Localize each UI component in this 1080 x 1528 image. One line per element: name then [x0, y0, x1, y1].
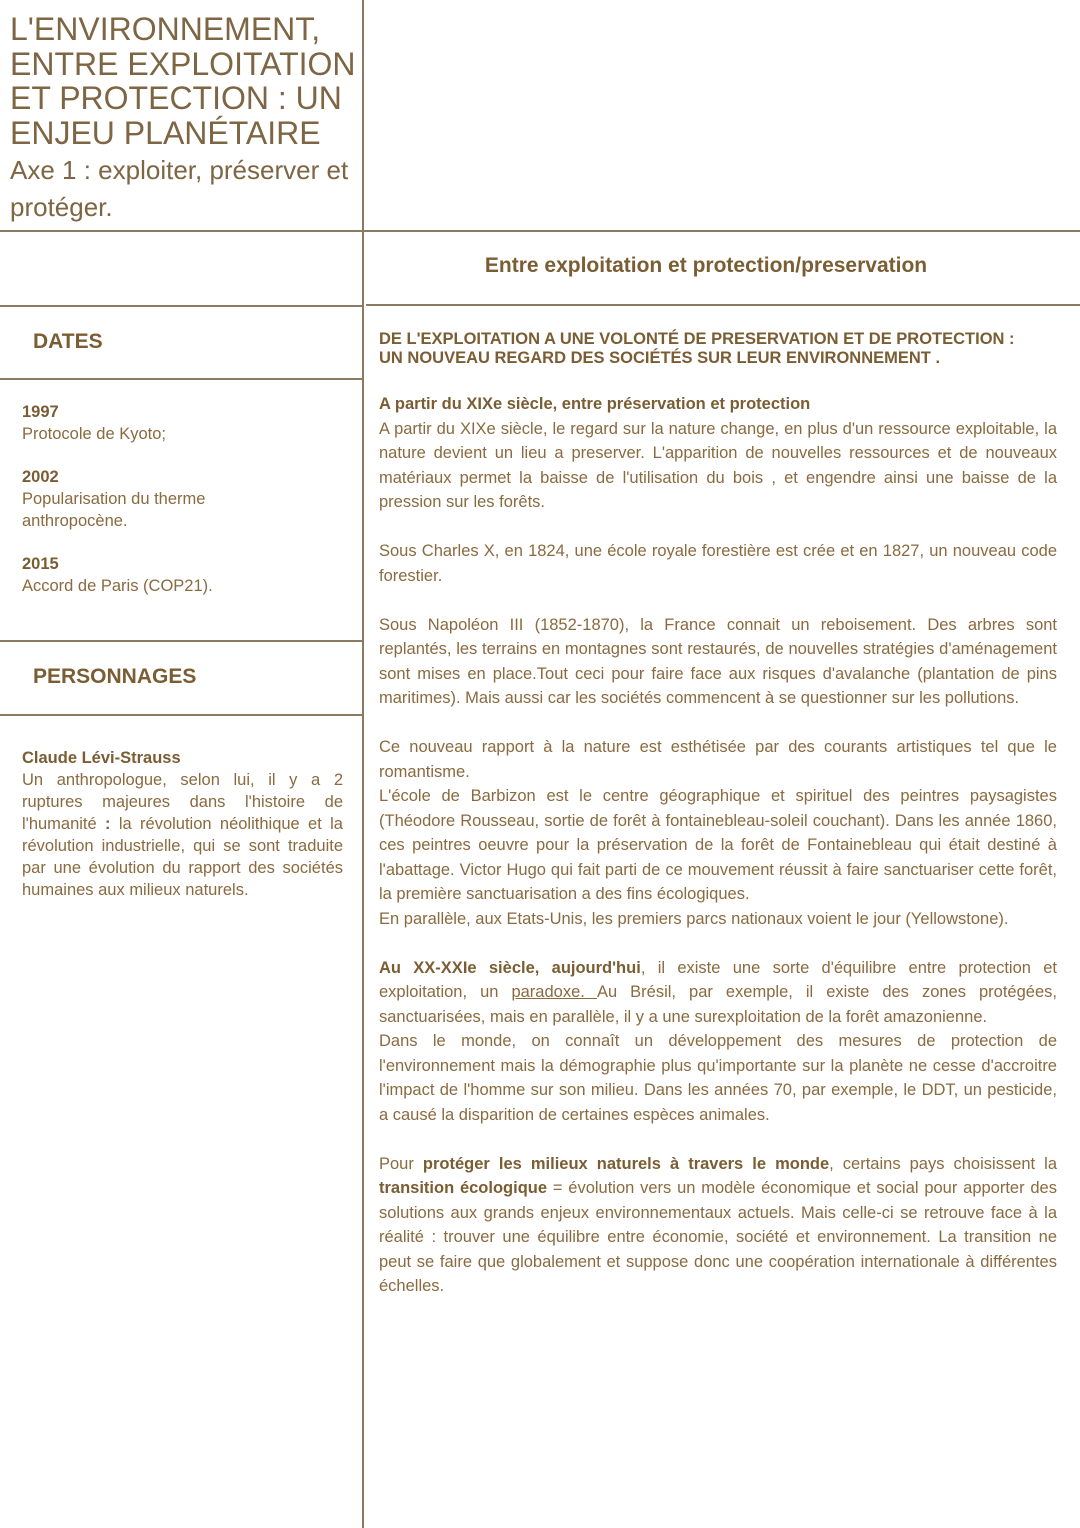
date-text: Popularisation du therme anthropocène.	[22, 490, 206, 530]
header-divider	[0, 230, 1080, 232]
sidebar-divider-3	[0, 640, 362, 642]
section-title: Entre exploitation et protection/preservation	[484, 254, 928, 277]
date-year: 2002	[22, 468, 59, 486]
date-year: 2015	[22, 555, 59, 573]
person-name: Claude Lévi-Strauss	[22, 749, 181, 767]
sidebar-divider-2	[0, 378, 362, 380]
main-headline: DE L'EXPLOITATION A UNE VOLONTÉ DE PRESERVATION ET DE PROTECTION : UN NOUVEAU REGARD DES SOCIÉTÉS SUR LEUR ENVIRONNEMENT .	[379, 330, 1015, 367]
paragraph: Sous Charles X, en 1824, une école royale forestière est crée et en 1827, un nouveau code forestier.	[379, 542, 1057, 585]
main-content	[379, 330, 1057, 1323]
sidebar-divider-1	[0, 305, 362, 307]
people-heading: PERSONNAGES	[33, 665, 197, 688]
paragraph-heading: A partir du XIXe siècle, entre préservation et protection	[379, 395, 811, 413]
person-entry	[22, 747, 343, 901]
paragraph: Ce nouveau rapport à la nature est esthétisée par des courants artistiques tel que le romantisme. L'école de Barbizon est le centre géographique et spirituel des peintres paysagistes (Théodore Rousseau, sortie de forêt à fontainebleau-soleil couchant). Dans les année 1860, ces peintres oeuvre pour la préservation de la forêt de Fontainebleau qui était destiné à l'abattage. Victor Hugo qui fait parti de ce mouvement réussit à faire sanctuariser cette forêt, la première sanctuarisation a des fins écologiques. En parallèle, aux Etats-Unis, les premiers parcs nationaux voient le jour (Yellowstone).	[379, 738, 1057, 928]
paragraph: Dans le monde, on connaît un développement des mesures de protection de l'environnement mais la démographie plus qu'importante sur la planète ne cesse d'accroitre l'impact de l'homme sur son milieu. Dans les années 70, par exemple, le DDT, un pesticide, a causé la disparition de certaines espèces animales.	[379, 1032, 1057, 1124]
sidebar-divider-4	[0, 714, 362, 716]
paragraph: Pour protéger les milieux naturels à travers le monde, certains pays choisissent la transition écologique = évolution vers un modèle économique et social pour apporter des solutions aux grands enjeux environnementaux actuels. Mais celle-ci se retrouve face à la réalité : trouver une équilibre entre économie, société et environnement. La transition ne peut se faire que globalement et suppose donc une coopération internationale à différentes échelles.	[379, 1154, 1058, 1295]
paragraph: Sous Napoléon III (1852-1870), la France connait un reboisement. Des arbres sont replantés, les terrains en montagnes sont restaurés, de nouvelles stratégies d'aménagement sont mises en place.Tout ceci pour faire face aux risques d'avalanche (plantation de pins maritimes). Mais aussi car les sociétés commencent à se questionner sur les pollutions.	[379, 615, 1057, 707]
date-item	[22, 466, 352, 532]
page-title: L'ENVIRONNEMENT, ENTRE EXPLOITATION ET PROTECTION : UN ENJEU PLANÉTAIRE	[10, 11, 356, 151]
paragraph: Au XX-XXIe siècle, aujourd'hui, il existe une sorte d'équilibre entre protection et exploitation, un paradoxe. Au Brésil, par exemple, il existe des zones protégées, sanctuarisées, mais en parallèle, il y a une surexploitation de la forêt amazonienne.	[379, 958, 1057, 1026]
page-subtitle: Axe 1 : exploiter, préserver et protéger.	[10, 155, 349, 222]
date-year: 1997	[22, 403, 59, 421]
date-item	[22, 553, 352, 597]
dates-heading: DATES	[33, 330, 103, 353]
dates-list	[22, 401, 352, 618]
date-text: Accord de Paris (COP21).	[22, 577, 213, 595]
person-description: Un anthropologue, selon lui, il y a 2 ruptures majeures dans l'histoire de l'humanité : la révolution néolithique et la révolution industrielle, qui se sont traduite par une évolution du rapport des sociétés humaines aux milieux naturels.	[22, 771, 343, 899]
date-text: Protocole de Kyoto;	[22, 425, 167, 443]
paragraph: A partir du XIXe siècle, entre préservation et protection A partir du XIXe siècle, le regard sur la nature change, en plus d'un ressource exploitable, la nature devient un lieu a preserver. L'apparition de nouvelles ressources et de nouveaux matériaux permet la baisse de l'utilisation du bois , et engendre ainsi une baisse de la pression sur les forêts.	[379, 392, 1057, 515]
date-item	[22, 401, 352, 445]
main-divider	[366, 304, 1080, 306]
